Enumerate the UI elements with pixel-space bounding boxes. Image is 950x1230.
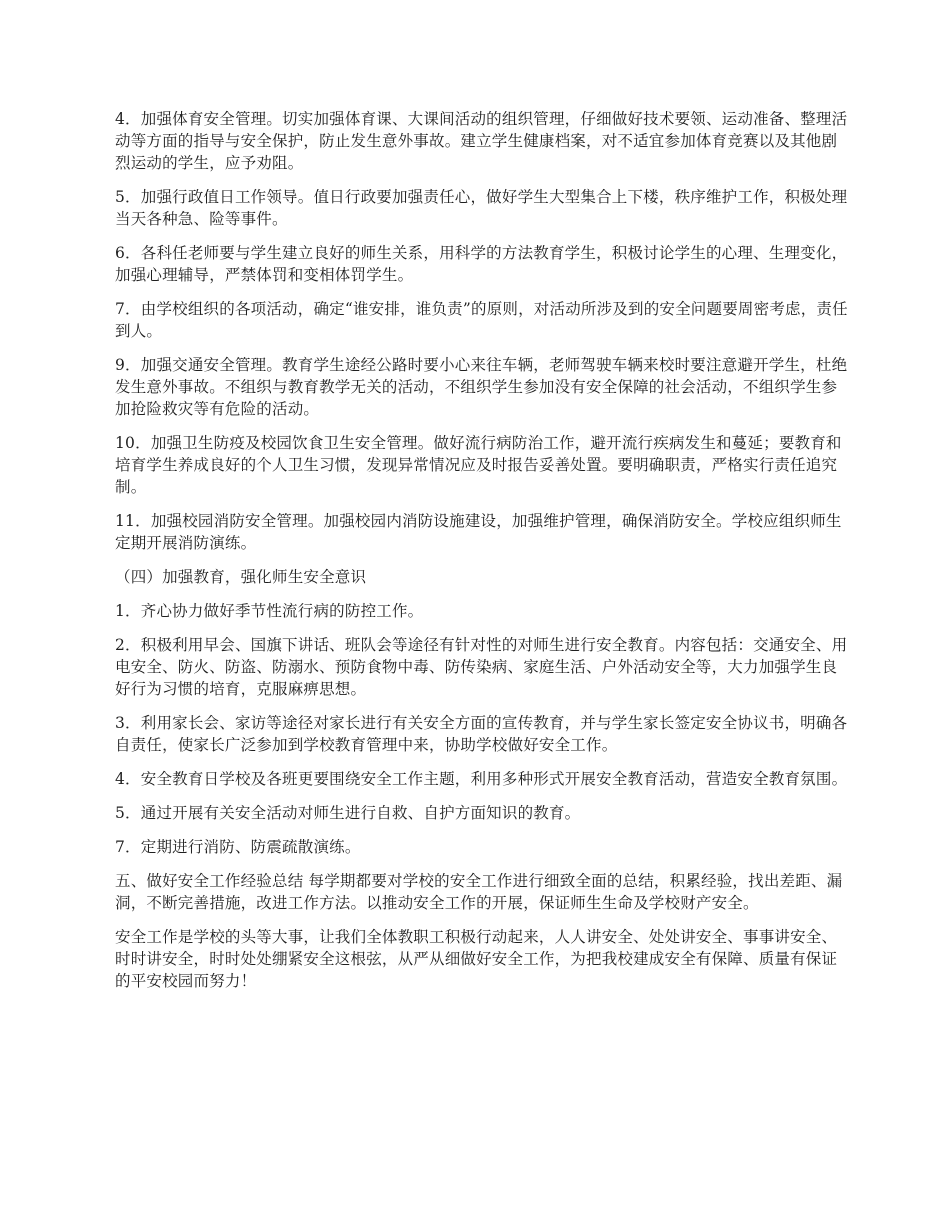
paragraph-safety-day: 4．安全教育日学校及各班更要围绕安全工作主题，利用多种形式开展安全教育活动，营造安全教育氛围。	[115, 770, 848, 788]
paragraph-epidemic-prevention: 1．齐心协力做好季节性流行病的防控工作。	[115, 602, 424, 620]
paragraph-drills: 7．定期进行消防、防震疏散演练。	[115, 838, 361, 856]
paragraph-fire-safety: 11．加强校园消防安全管理。加强校园内消防设施建设，加强维护管理，确保消防安全。学校应组织师生定期开展消防演练。	[115, 512, 842, 552]
document-page	[115, 108, 850, 1004]
paragraph-activity-responsibility: 7．由学校组织的各项活动，确定“谁安排，谁负责”的原则，对活动所涉及到的安全问题要周密考虑，责任到人。	[115, 300, 848, 340]
paragraph-safety-education: 2．积极利用早会、国旗下讲话、班队会等途径有针对性的对师生进行安全教育。内容包括：交通安全、用电安全、防火、防盗、防溺水、预防食物中毒、防传染病、家庭生活、户外活动安全等，大力加强学生良好行为习惯的培育，克服麻痹思想。	[115, 636, 848, 698]
paragraph-conclusion: 安全工作是学校的头等大事，让我们全体教职工积极行动起来，人人讲安全、处处讲安全、事事讲安全、时时讲安全，时时处处绷紧安全这根弦，从严从细做好安全工作，为把我校建成安全有保障、质量有保证的平安校园而努力！	[115, 928, 838, 990]
paragraph-duty-leadership: 5．加强行政值日工作领导。值日行政要加强责任心，做好学生大型集合上下楼，秩序维护工作，积极处理当天各种急、险等事件。	[115, 188, 848, 228]
paragraph-sports-safety: 4．加强体育安全管理。切实加强体育课、大课间活动的组织管理，仔细做好技术要领、运动准备、整理活动等方面的指导与安全保护，防止发生意外事故。建立学生健康档案，对不适宜参加体育竞赛以及其他剧烈运动的学生，应予劝阻。	[115, 110, 848, 172]
section-heading-education: （四）加强教育，强化师生安全意识	[115, 568, 367, 586]
paragraph-parent-education: 3．利用家长会、家访等途径对家长进行有关安全方面的宣传教育，并与学生家长签定安全协议书，明确各自责任，使家长广泛参加到学校教育管理中来，协助学校做好安全工作。	[115, 714, 848, 754]
paragraph-self-rescue: 5．通过开展有关安全活动对师生进行自救、自护方面知识的教育。	[115, 804, 581, 822]
paragraph-traffic-safety: 9．加强交通安全管理。教育学生途经公路时要小心来往车辆，老师驾驶车辆来校时要注意避开学生，杜绝发生意外事故。不组织与教育教学无关的活动，不组织学生参加没有安全保障的社会活动，不组织学生参加抢险救灾等有危险的活动。	[115, 356, 848, 418]
paragraph-teacher-student-relations: 6．各科任老师要与学生建立良好的师生关系，用科学的方法教育学生，积极讨论学生的心理、生理变化，加强心理辅导，严禁体罚和变相体罚学生。	[115, 244, 848, 284]
paragraph-experience-summary: 五、做好安全工作经验总结 每学期都要对学校的安全工作进行细致全面的总结，积累经验，找出差距、漏洞，不断完善措施，改进工作方法。以推动安全工作的开展，保证师生生命及学校财产安全。	[115, 872, 843, 912]
paragraph-health-food-safety: 10．加强卫生防疫及校园饮食卫生安全管理。做好流行病防治工作，避开流行疾病发生和蔓延；要教育和培育学生养成良好的个人卫生习惯，发现异常情况应及时报告妥善处置。要明确职责，严格实行责任追究制。	[115, 434, 842, 496]
